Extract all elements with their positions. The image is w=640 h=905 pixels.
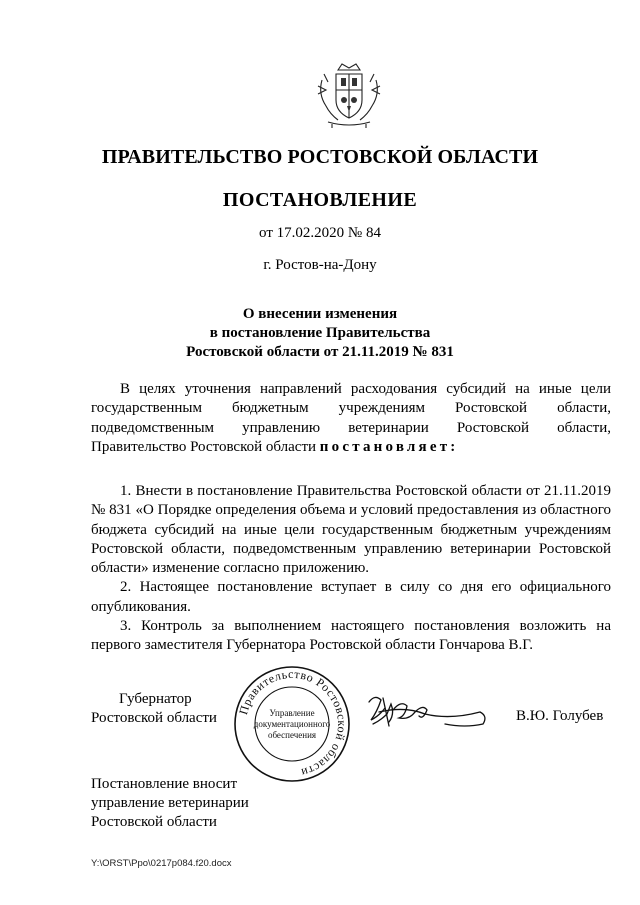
signatory-position <box>91 690 217 728</box>
preamble-paragraph <box>91 380 611 457</box>
rostov-oblast-coat-of-arms-icon <box>314 60 384 130</box>
document-subject <box>0 305 640 362</box>
organization-title: ПРАВИТЕЛЬСТВО РОСТОВСКОЙ ОБЛАСТИ <box>101 146 539 168</box>
issuer-line: Ростовской области <box>91 814 217 830</box>
document-date-number: от 17.02.2020 № 84 <box>259 225 381 241</box>
issuer-line: управление ветеринарии <box>91 795 249 811</box>
stamp-inner-line: обеспечения <box>267 730 317 740</box>
subject-line: Ростовской области от 21.11.2019 № 831 <box>186 344 454 360</box>
document-type: ПОСТАНОВЛЕНИЕ <box>222 189 418 211</box>
decree-item: 3. Контроль за выполнением настоящего постановления возложить на первого заместителя Губернатора Ростовской области Гончарова В.Г. <box>91 618 611 654</box>
decree-item: 1. Внести в постановление Правительства Ростовской области от 21.11.2019 № 831 «О Порядке определения объема и условий предоставления из областного бюджета субсидий на иные цели государственным бюджетным учреждениям Ростовской области, подведомственным управлению ветеринарии Ростовской области» изменение согласно приложению. <box>91 483 611 577</box>
issuer-line: Постановление вносит <box>91 776 238 792</box>
preamble <box>91 380 611 457</box>
stamp-inner-line: документационного <box>253 719 331 729</box>
subject-line: О внесении изменения <box>242 306 398 322</box>
signatory-position-line: Ростовской области <box>91 710 217 726</box>
official-stamp <box>232 664 352 784</box>
decree-item: 2. Настоящее постановление вступает в силу со дня его официального опубликования. <box>91 579 611 615</box>
signatory-name: В.Ю. Голубев <box>516 708 604 724</box>
subject-line: в постановление Правительства <box>209 325 431 341</box>
stamp-outer-text: Правительство Ростовской области <box>236 666 350 781</box>
signatory-position-line: Губернатор <box>119 691 192 707</box>
issuer-note <box>91 775 249 832</box>
document-city: г. Ростов-на-Дону <box>263 257 377 273</box>
decree-items <box>91 482 611 656</box>
handwritten-signature <box>365 690 490 732</box>
stamp-inner-line: Управление <box>269 708 315 718</box>
file-path: Y:\ORST\Ppo\0217p084.f20.docx <box>91 858 232 869</box>
decree-word: постановляет: <box>319 438 459 455</box>
preamble-text: В целях уточнения направлений расходования субсидий на иные цели государственным бюджетным учреждениям Ростовской области, подведомственным управлению ветеринарии Ростовской области, Правительство Ростовской области <box>91 381 611 455</box>
